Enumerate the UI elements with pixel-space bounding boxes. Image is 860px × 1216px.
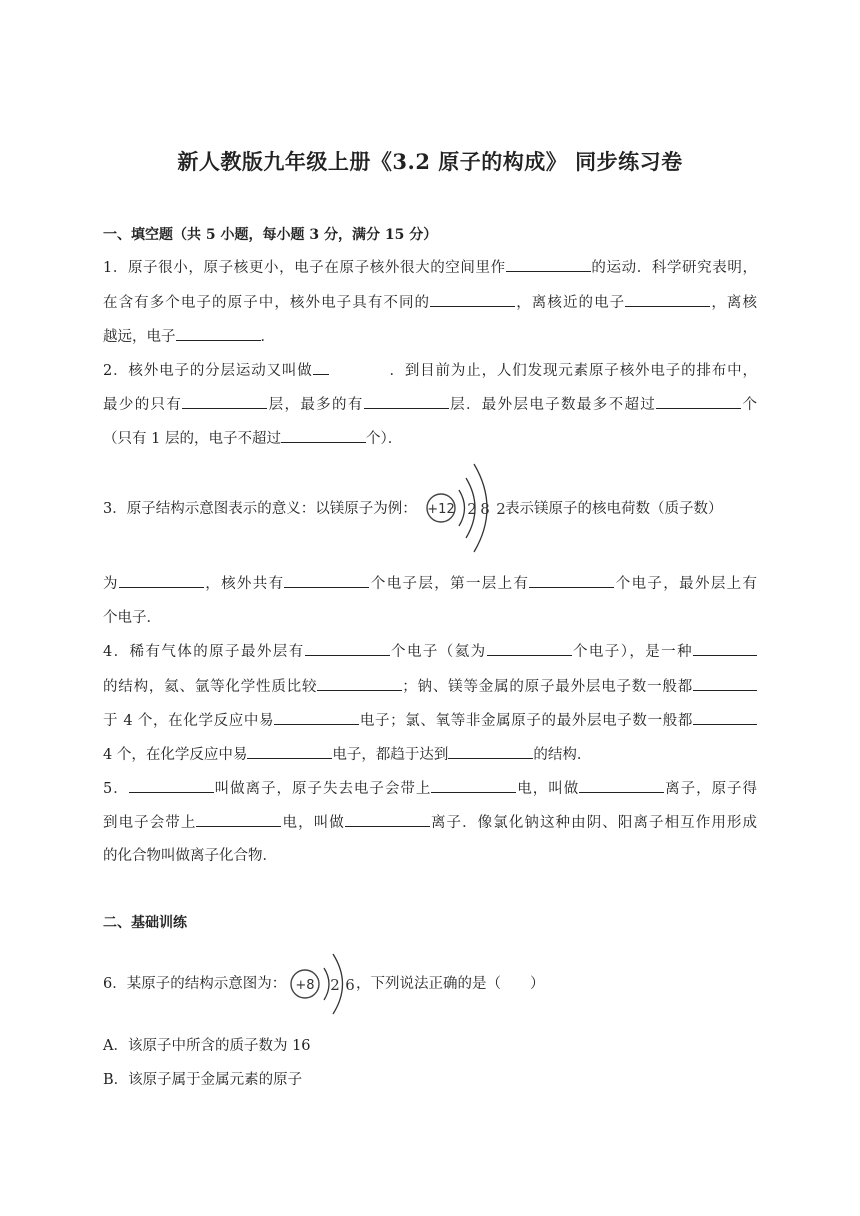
- q5-line-1: 5． 叫做离子，原子失去电子会带上 电，叫做 离子，原子得: [103, 778, 757, 799]
- q6-stem-a: 6．某原子的结构示意图为：: [103, 976, 287, 992]
- answer-blank[interactable]: [176, 326, 261, 341]
- answer-blank[interactable]: [247, 744, 332, 759]
- atom-nucleus-label: +12: [427, 502, 455, 517]
- q5-line-2: 到电子会带上 电，叫做 离子．像氯化钠这种由阴、阳离子相互作用形成: [103, 812, 757, 833]
- answer-blank[interactable]: [129, 778, 214, 793]
- answer-blank[interactable]: [693, 710, 757, 725]
- answer-blank[interactable]: [529, 573, 614, 588]
- atom-shell-1-count: 2: [330, 976, 340, 994]
- section-heading-basic-training: 二、基础训练: [103, 915, 187, 931]
- q1-line-3: 越远，电子 ．: [103, 326, 757, 347]
- answer-blank[interactable]: [284, 573, 369, 588]
- section-heading-fill-in: 一、填空题（共 5 小题，每小题 3 分，满分 15 分）: [103, 227, 438, 243]
- option-a[interactable]: A．该原子中所含的质子数为 16: [103, 1038, 311, 1054]
- answer-blank[interactable]: [305, 641, 390, 656]
- atom-shell-2-count: 8: [480, 500, 490, 518]
- answer-blank[interactable]: [364, 394, 449, 409]
- answer-blank[interactable]: [579, 778, 664, 793]
- answer-blank[interactable]: [317, 676, 402, 691]
- magnesium-atom-diagram: [424, 456, 506, 558]
- q1-line-2: 在含有多个电子的原子中，核外电子具有不同的 ，离核近的电子 ，离核: [103, 292, 757, 313]
- oxygen-atom-diagram: [288, 944, 358, 1022]
- page-title: 新人教版九年级上册《3.2 原子的构成》 同步练习卷: [177, 149, 683, 174]
- atom-nucleus-label: +8: [295, 978, 315, 993]
- answer-blank[interactable]: [196, 812, 281, 827]
- answer-blank[interactable]: [274, 710, 359, 725]
- q3-line-3: 个电子．: [103, 610, 161, 626]
- answer-blank[interactable]: [281, 428, 366, 443]
- q2-line-3: （只有 1 层的，电子不超过 个）．: [103, 428, 757, 449]
- q4-line-2: 的结构，氦、氩等化学性质比较 ；钠、镁等金属的原子最外层电子数一般都: [103, 676, 757, 697]
- answer-blank[interactable]: [506, 257, 591, 272]
- atom-shell-2-count: 6: [345, 976, 355, 994]
- answer-blank[interactable]: [431, 778, 516, 793]
- q4-line-4: 4 个，在化学反应中易 电子，都趋于达到 的结构．: [103, 744, 757, 765]
- q5-line-3: 的化合物叫做离子化合物．: [103, 848, 277, 864]
- answer-blank[interactable]: [119, 573, 204, 588]
- answer-blank[interactable]: [313, 360, 329, 375]
- q3-line-2: 为 ，核外共有 个电子层，第一层上有 个电子，最外层上有: [103, 573, 757, 594]
- q6-stem-b: ，下列说法正确的是（ ）: [356, 976, 545, 992]
- answer-blank[interactable]: [487, 641, 572, 656]
- q4-line-1: 4．稀有气体的原子最外层有 个电子（氦为 个电子），是一种: [103, 641, 757, 662]
- answer-blank[interactable]: [448, 744, 533, 759]
- q4-line-3: 于 4 个，在化学反应中易 电子；氯、氧等非金属原子的最外层电子数一般都: [103, 710, 757, 731]
- answer-blank[interactable]: [693, 641, 757, 656]
- answer-blank[interactable]: [693, 676, 757, 691]
- option-b[interactable]: B．该原子属于金属元素的原子: [103, 1072, 303, 1088]
- q2-line-2: 最少的只有 层，最多的有 层．最外层电子数最多不超过 个: [103, 394, 757, 415]
- q3-line-1a: 3．原子结构示意图表示的意义：以镁原子为例：: [103, 501, 417, 517]
- q3-line-1b: 表示镁原子的核电荷数（质子数）: [505, 501, 723, 517]
- answer-blank[interactable]: [430, 292, 515, 307]
- answer-blank[interactable]: [625, 292, 710, 307]
- q2-line-1: 2．核外电子的分层运动又叫做 ．到目前为止，人们发现元素原子核外电子的排布中，: [103, 360, 757, 381]
- answer-blank[interactable]: [345, 812, 430, 827]
- answer-blank[interactable]: [182, 394, 267, 409]
- answer-blank[interactable]: [656, 394, 741, 409]
- q1-line-1: 1．原子很小，原子核更小，电子在原子核外很大的空间里作 的运动．科学研究表明，: [103, 257, 757, 278]
- atom-shell-3-count: 2: [496, 500, 506, 518]
- atom-shell-1-count: 2: [467, 500, 477, 518]
